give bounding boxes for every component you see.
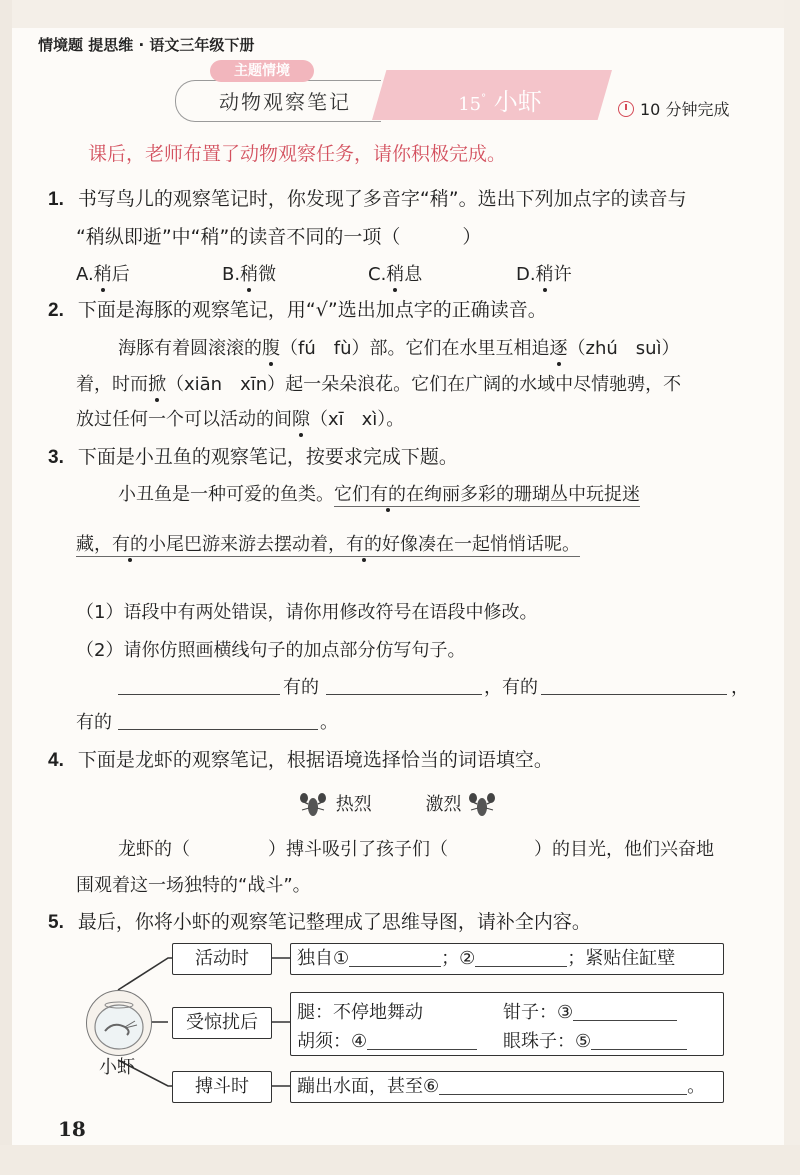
- lesson-title: 15° 小虾: [458, 88, 542, 116]
- passage-text: 小丑鱼是一种可爱的鱼类。: [118, 484, 334, 505]
- branch-text: ；②: [441, 948, 476, 969]
- passage-text: 好像凑在一起悄悄话呢。: [382, 534, 580, 555]
- q1-paren-close: ）: [462, 226, 482, 248]
- q3-text: 下面是小丑鱼的观察笔记，按要求完成下题。: [77, 446, 458, 468]
- blank-4[interactable]: [367, 1031, 477, 1050]
- q3-line: 3. 下面是小丑鱼的观察笔记，按要求完成下题。: [48, 446, 458, 468]
- branch-text: 。: [687, 1076, 706, 1097]
- q1-number: 1: [48, 189, 59, 210]
- q5-number: 5: [48, 912, 59, 933]
- timer-label: 10 分钟完成: [640, 100, 730, 119]
- q5-line: 5. 最后，你将小虾的观察笔记整理成了思维导图，请补全内容。: [48, 911, 591, 933]
- branch-content-disturbed: [290, 992, 724, 1056]
- dotted-word: 有的: [346, 534, 382, 555]
- dotted-word: 有的: [370, 484, 406, 505]
- dotted-char: 掀: [148, 374, 166, 395]
- passage-text: 海豚有着圆滚滚的: [118, 338, 262, 359]
- q3-fill-you1: 有的: [283, 677, 319, 698]
- option-text: 许: [553, 264, 572, 285]
- q3-sub2: （2）请你仿照画横线句子的加点部分仿写句子。: [76, 640, 466, 661]
- blank-3[interactable]: [573, 1002, 677, 1021]
- passage-text: 藏，: [76, 534, 112, 555]
- claws-text: 钳子：③: [503, 1002, 574, 1023]
- q5-text: 最后，你将小虾的观察笔记整理成了思维导图，请补全内容。: [77, 911, 591, 933]
- passage-text: 在绚丽多彩的珊瑚丛中玩捉迷: [406, 484, 640, 505]
- topic-title: 动物观察笔记: [219, 90, 351, 114]
- option-text: 息: [404, 264, 423, 285]
- pinyin-choice[interactable]: （zhú suì）: [567, 338, 680, 359]
- q3-sub1: （1）语段中有两处错误，请你用修改符号在语段中修改。: [76, 602, 538, 623]
- theme-tag: 主题情境: [210, 60, 314, 82]
- dotted-char: 稍: [93, 264, 112, 285]
- branch-text: 独自①: [297, 948, 350, 969]
- q4-number: 4: [48, 750, 59, 771]
- intro-text: 课后，老师布置了动物观察任务，请你积极完成。: [88, 143, 507, 165]
- dotted-char: 隙: [292, 409, 310, 430]
- q1-text-2: “稍纵即逝”中“稍”的读音不同的一项（: [76, 226, 401, 248]
- q3-fill-end: 。: [320, 712, 338, 733]
- blank-1[interactable]: [349, 948, 441, 967]
- series-title: 情境题 提思维 · 语文三年级下册: [38, 36, 255, 54]
- blank-2[interactable]: [475, 948, 567, 967]
- q4-text: 下面是龙虾的观察笔记，根据语境选择恰当的词语填空。: [77, 749, 553, 771]
- dotted-char: 逐: [549, 338, 568, 359]
- q3-fill-you2: ，有的: [484, 677, 538, 698]
- lesson-number: 15: [458, 94, 482, 115]
- q1-line1: 1. 书写鸟儿的观察笔记时，你发现了多音字“稍”。选出下列加点字的读音与: [48, 188, 687, 210]
- pinyin-choice[interactable]: （xiān xīn）起一朵朵浪花。它们在广阔的水域中尽情驰骋，不: [166, 374, 682, 395]
- branch-label-disturbed: 受惊扰后: [172, 1007, 272, 1039]
- dotted-char: 稍: [240, 264, 259, 285]
- word-option-1: 热烈: [335, 794, 372, 815]
- shrimp-in-bowl-icon: [87, 991, 151, 1055]
- q2-text: 下面是海豚的观察笔记，用“√”选出加点字的正确读音。: [77, 299, 547, 321]
- legs-text: 腿：不停地舞动: [297, 1002, 423, 1023]
- q1-text: 书写鸟儿的观察笔记时，你发现了多音字“稍”。选出下列加点字的读音与: [77, 188, 687, 210]
- sentence-text: ）搏斗吸引了孩子们（: [268, 839, 448, 860]
- claws-row: [503, 998, 677, 1024]
- lesson-name: 小虾: [493, 88, 542, 116]
- eyes-row: [503, 1027, 687, 1053]
- branch-content-active: [290, 943, 724, 975]
- option-label: A.: [76, 264, 94, 285]
- dotted-word: 有的: [112, 534, 148, 555]
- whiskers-text: 胡须：④: [297, 1031, 368, 1052]
- branch-label-fighting: 搏斗时: [172, 1071, 272, 1103]
- q4-sentence-2: 围观着这一场独特的“战斗”。: [76, 875, 311, 896]
- dotted-char: 稍: [386, 264, 405, 285]
- branch-text: ；紧贴住缸壁: [567, 948, 676, 969]
- q2-number: 2: [48, 300, 59, 321]
- passage-text: 着，时而: [76, 374, 148, 395]
- pinyin-choice[interactable]: （xī xì）。: [310, 409, 405, 430]
- branch-label-active: 活动时: [172, 943, 272, 975]
- eyes-text: 眼珠子：⑤: [503, 1031, 592, 1052]
- sentence-text: ）的目光，他们兴奋地: [534, 839, 714, 860]
- passage-text: 放过任何一个可以活动的间: [76, 409, 292, 430]
- page-number: 18: [58, 1117, 86, 1141]
- q3-fill-comma: ，: [731, 677, 749, 698]
- branch-content-fighting: [290, 1071, 724, 1103]
- q3-fill-you3: 有的: [76, 712, 112, 733]
- whiskers-row: [297, 1027, 477, 1053]
- q4-line: 4. 下面是龙虾的观察笔记，根据语境选择恰当的词语填空。: [48, 749, 553, 771]
- mind-map-root: 小虾: [99, 1057, 135, 1078]
- dotted-char: 腹: [262, 338, 280, 359]
- pinyin-choice[interactable]: （fú fù）部。它们在水里互相追: [280, 338, 550, 359]
- passage-text: 小尾巴游来游去摆动着，: [148, 534, 346, 555]
- passage-text: 它们: [334, 484, 370, 505]
- q2-line: 2. 下面是海豚的观察笔记，用“√”选出加点字的正确读音。: [48, 299, 547, 321]
- option-label: D.: [516, 264, 536, 285]
- option-text: 微: [258, 264, 277, 285]
- goldfish-bowl-icon: [86, 990, 152, 1056]
- dotted-char: 稍: [535, 264, 554, 285]
- blank-6[interactable]: [439, 1076, 687, 1095]
- blank-5[interactable]: [591, 1031, 687, 1050]
- branch-text: 蹦出水面，甚至⑥: [297, 1076, 440, 1097]
- option-label: B.: [222, 264, 241, 285]
- word-option-2: 激烈: [425, 794, 462, 815]
- sentence-text: 龙虾的（: [118, 839, 190, 860]
- option-text: 后: [111, 264, 130, 285]
- option-label: C.: [368, 264, 387, 285]
- q3-number: 3: [48, 447, 59, 468]
